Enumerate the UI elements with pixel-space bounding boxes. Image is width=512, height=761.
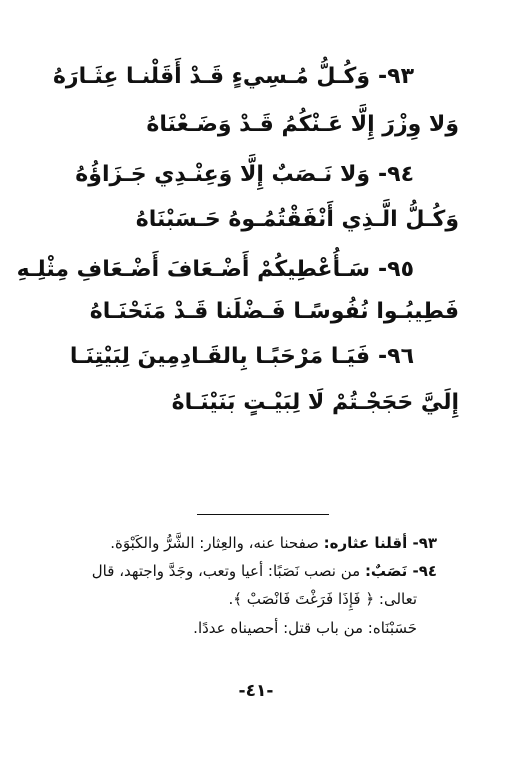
- verse-94-second-hemistich: [136, 205, 467, 235]
- footnote-label: ٩٤- نَصَبٌ:: [364, 562, 437, 580]
- footnote-93: [110, 532, 437, 554]
- verse-text: فَيَـا مَرْحَبًـا بِالقَـادِمِينَ لِبَيْتِنَـا: [69, 344, 370, 369]
- footnote-text: تعالى: ﴿ فَإِذَا فَرَغْتَ فَانْصَبْ ﴾.: [228, 590, 417, 608]
- verse-text: سَـأُعْطِيكُمْ أَضْـعَافَ أَضْـعَافِ مِثْلِـهِ: [16, 257, 370, 282]
- footnote-94-hasabnah: [193, 617, 417, 639]
- verse-96-second-hemistich: [172, 388, 467, 418]
- verse-text: إِلَيَّ حَجَجْـتُمْ لَا لِبَيْـتٍ بَنَيْنَـاهُ: [171, 390, 459, 415]
- verse-text: وَكُـلُّ مُـسِيءٍ قَـدْ أَقَلْنـا عِثَـارَهُ: [52, 64, 370, 89]
- verse-93-first-hemistich: [53, 62, 414, 92]
- footnote-text: من نصب نَصَبًا: أعيا وتعب، وجَدَّ واجتهد، قال: [91, 562, 365, 580]
- verse-number: ٩٣-: [378, 64, 414, 89]
- footnote-divider: [197, 514, 329, 515]
- verse-95-second-hemistich: [90, 297, 467, 327]
- footnote-94-quran-citation: [228, 588, 417, 610]
- footnote-text: صفحنا عنه، والعِثار: الشَّرُّ والكَبْوَة.: [110, 534, 324, 552]
- footnote-label: ٩٣- أقلنا عثاره:: [323, 534, 437, 552]
- page-number: -٤١-: [238, 681, 274, 701]
- verse-96-first-hemistich: [70, 342, 414, 372]
- verse-number: ٩٦-: [378, 344, 414, 369]
- verse-text: وَلا وِزْرَ إِلَّا عَـنْكُمُ قَـدْ وَضَـعْنَاهُ: [146, 112, 459, 137]
- footnote-text: حَسَبْنَاه: من باب قتل: أحصيناه عددًا.: [193, 619, 417, 637]
- verse-95-first-hemistich: [17, 255, 414, 285]
- verse-94-first-hemistich: [75, 160, 414, 190]
- verse-text: وَلا نَـصَبٌ إِلَّا وَعِنْـدِي جَـزَاؤُهُ: [75, 162, 370, 187]
- verse-number: ٩٥-: [378, 257, 414, 282]
- verse-text: فَطِيبُـوا نُفُوسًـا فَـضْلَنا قَـدْ مَنَحْنَـاهُ: [89, 299, 459, 324]
- verse-text: وَكُـلُّ الَّـذِي أَنْفَقْتُمُـوهُ حَـسَبْنَاهُ: [135, 207, 459, 232]
- verse-93-second-hemistich: [146, 110, 467, 140]
- verse-number: ٩٤-: [378, 162, 414, 187]
- footnote-94: [92, 560, 437, 582]
